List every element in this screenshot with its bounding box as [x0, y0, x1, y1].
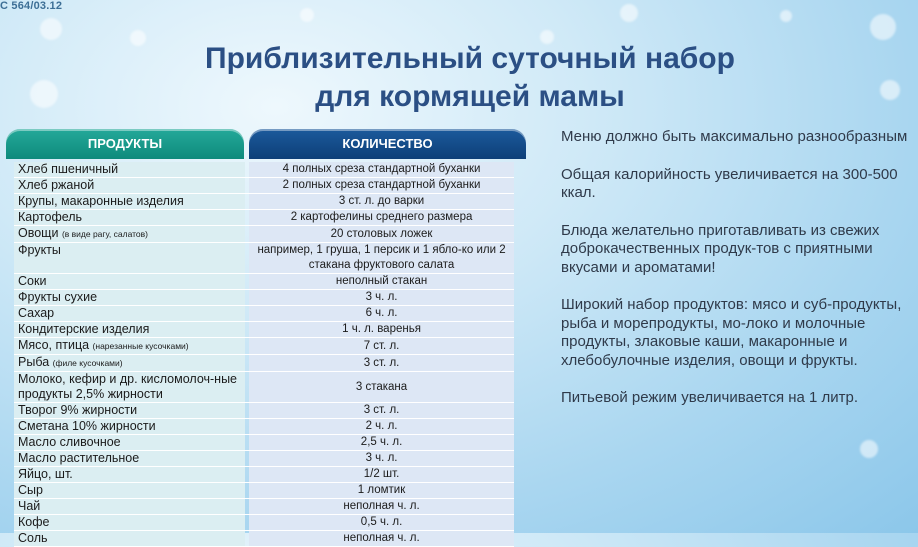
product-name: Фрукты сухие: [18, 290, 98, 304]
quantity-cell: 1 ч. л. варенья: [249, 322, 514, 337]
quantity-cell: 2 картофелины среднего размера: [249, 210, 514, 225]
products-header: ПРОДУКТЫ: [6, 129, 244, 159]
quantity-cell: неполный стакан: [249, 274, 514, 289]
product-name: Хлеб ржаной: [18, 178, 95, 192]
quantity-cell: 1/2 шт.: [249, 467, 514, 482]
product-cell: [14, 419, 245, 434]
quantity-cell: неполная ч. л.: [249, 531, 514, 546]
product-name: Масло растительное: [18, 451, 140, 465]
note-calories: Общая калорийность увеличивается на 300-500 ккал.: [561, 165, 898, 201]
product-name: Овощи: [18, 226, 59, 240]
note-variety: Меню должно быть максимально разнообразным: [561, 128, 908, 145]
document-code: С 564/03.12: [0, 0, 63, 12]
quantity-cell: 3 ст. л.: [249, 403, 514, 418]
product-name: Чай: [18, 499, 41, 513]
quantity-cell: 1 ломтик: [249, 483, 514, 498]
note-freshness: Блюда желательно приготавливать из свежих доброкачественных продук-тов с приятными вкусами и ароматами!: [561, 221, 880, 276]
product-cell: [14, 322, 245, 337]
table-row: [14, 467, 514, 483]
quantity-cell: 2 ч. л.: [249, 419, 514, 434]
product-name: Фрукты: [18, 243, 61, 257]
table-row: [14, 338, 514, 355]
product-name: Хлеб пшеничный: [18, 162, 119, 176]
product-name: Соль: [18, 531, 48, 545]
note-drinking: Питьевой режим увеличивается на 1 литр.: [561, 389, 859, 406]
food-table: [14, 162, 514, 547]
product-cell: [14, 194, 245, 209]
product-cell: [14, 210, 245, 225]
quantity-cell: 0,5 ч. л.: [249, 515, 514, 530]
product-cell: [14, 435, 245, 450]
table-row: [14, 483, 514, 499]
quantity-cell: 3 ст. л. до варки: [249, 194, 514, 209]
product-cell: [14, 290, 245, 305]
product-name: Кофе: [18, 515, 50, 529]
table-row: [14, 290, 514, 306]
product-cell: [14, 355, 245, 371]
product-cell: [14, 338, 245, 354]
quantity-cell: 20 столовых ложек: [249, 226, 514, 242]
quantity-cell: 3 ч. л.: [249, 451, 514, 466]
product-cell: [14, 531, 245, 546]
bokeh-dot: [300, 8, 314, 22]
product-name: Сметана 10% жирности: [18, 419, 156, 433]
product-name: Рыба: [18, 355, 50, 369]
bokeh-dot: [620, 4, 638, 22]
product-cell: [14, 483, 245, 498]
notes-panel: [561, 128, 911, 427]
quantity-cell: 4 полных среза стандартной буханки: [249, 162, 514, 177]
table-row: [14, 435, 514, 451]
page-title: [120, 40, 820, 116]
table-row: [14, 355, 514, 372]
quantity-cell: неполная ч. л.: [249, 499, 514, 514]
table-row: [14, 403, 514, 419]
product-name: Кондитерские изделия: [18, 322, 150, 336]
quantity-cell: 3 стакана: [249, 372, 514, 402]
product-name: Творог 9% жирности: [18, 403, 138, 417]
table-row: [14, 210, 514, 226]
quantity-cell: 2 полных среза стандартной буханки: [249, 178, 514, 193]
quantity-cell: 3 ст. л.: [249, 355, 514, 371]
product-name: Сахар: [18, 306, 55, 320]
table-row: [14, 419, 514, 435]
product-name: Мясо, птица: [18, 338, 90, 352]
product-cell: [14, 162, 245, 177]
bokeh-dot: [870, 14, 896, 40]
product-cell: [14, 515, 245, 530]
product-cell: [14, 178, 245, 193]
title-line-2: для кормящей мамы: [315, 80, 625, 113]
product-cell: [14, 306, 245, 321]
bokeh-dot: [40, 18, 62, 40]
bokeh-dot: [30, 80, 58, 108]
product-cell: [14, 499, 245, 514]
product-note: (филе кусочками): [52, 358, 123, 368]
product-cell: [14, 243, 245, 273]
quantity-header: КОЛИЧЕСТВО: [249, 129, 526, 159]
table-row: [14, 178, 514, 194]
table-row: [14, 515, 514, 531]
bokeh-dot: [860, 440, 878, 458]
bokeh-dot: [780, 10, 792, 22]
quantity-cell: 3 ч. л.: [249, 290, 514, 305]
table-row: [14, 451, 514, 467]
table-row: [14, 226, 514, 243]
table-row: [14, 372, 514, 403]
product-name: Соки: [18, 274, 47, 288]
product-cell: [14, 403, 245, 418]
bokeh-dot: [880, 80, 900, 100]
quantity-cell: 6 ч. л.: [249, 306, 514, 321]
product-name: Картофель: [18, 210, 83, 224]
table-row: [14, 194, 514, 210]
product-name: Масло сливочное: [18, 435, 121, 449]
table-row: [14, 499, 514, 515]
product-note: (в виде рагу, салатов): [61, 229, 148, 239]
product-cell: [14, 274, 245, 289]
product-name: Сыр: [18, 483, 43, 497]
note-products-range: Широкий набор продуктов: мясо и суб-продукты, рыба и морепродукты, мо-локо и молочные продукты, злаковые каши, макаронные и хлебобулочные изделия, овощи и фрукты.: [561, 296, 902, 369]
table-row: [14, 162, 514, 178]
product-name: Крупы, макаронные изделия: [18, 194, 184, 208]
product-name: Яйцо, шт.: [18, 467, 73, 481]
product-note: (нарезанные кусочками): [92, 341, 189, 351]
table-row: [14, 243, 514, 274]
quantity-cell: 2,5 ч. л.: [249, 435, 514, 450]
title-line-1: Приблизительный суточный набор: [205, 42, 735, 75]
quantity-cell: например, 1 груша, 1 персик и 1 ябло-ко или 2 стакана фруктового салата: [249, 243, 514, 273]
quantity-cell: 7 ст. л.: [249, 338, 514, 354]
table-row: [14, 306, 514, 322]
table-row: [14, 531, 514, 547]
table-row: [14, 274, 514, 290]
table-row: [14, 322, 514, 338]
product-cell: [14, 372, 245, 402]
product-cell: [14, 467, 245, 482]
product-name: Молоко, кефир и др. кисломолоч-ные продукты 2,5% жирности: [18, 372, 238, 401]
product-cell: [14, 226, 245, 242]
product-cell: [14, 451, 245, 466]
